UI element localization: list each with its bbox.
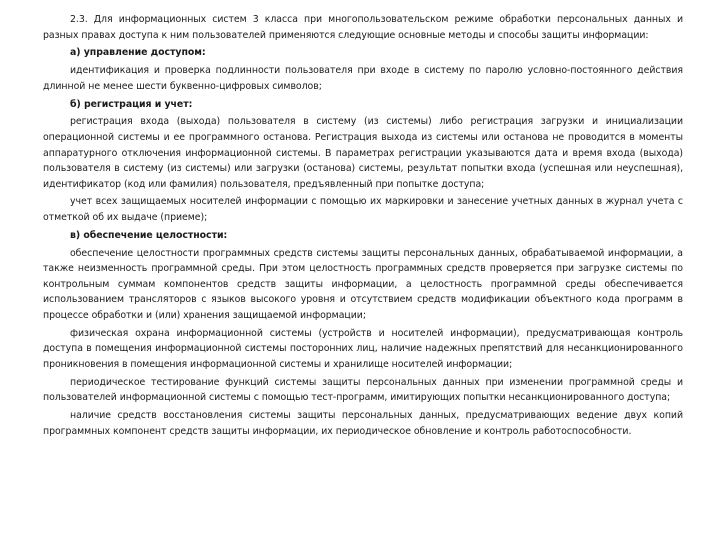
document-page — [43, 12, 683, 442]
body-paragraph-recovery-tools: наличие средств восстановления системы защиты персональных данных, предусматривающих ведение двух копий программных компонент средств защиты информации, их периодическое обновление и контроль работоспособности. — [43, 410, 683, 437]
body-paragraph-physical-protection: физическая охрана информационной системы (устройств и носителей информации), предусматривающая контроль доступа в помещения информационной системы посторонних лиц, наличие надежных препятствий для несанкционированного проникновения в помещения информационной системы и хранилище носителей информации; — [43, 327, 683, 370]
section-heading-integrity: в) обеспечение целостности: — [70, 229, 228, 241]
body-paragraph-periodic-testing: периодическое тестирование функций системы защиты персональных данных при изменении программной среды и пользователей информационной системы с помощью тест-программ, имитирующих попытки несанкционированного доступа; — [43, 376, 683, 404]
section-heading-registration: б) регистрация и учет: — [70, 98, 193, 110]
section-heading-access-control: а) управление доступом: — [70, 47, 206, 59]
body-paragraph-identification: идентификация и проверка подлинности пользователя при входе в систему по паролю условно-постоянного действия длинной не менее шести буквенно-цифровых символов; — [43, 65, 683, 92]
body-paragraph-media-accounting: учет всех защищаемых носителей информации с помощью их маркировки и занесение учетных данных в журнал учета с отметкой об их выдаче (приеме); — [43, 196, 683, 224]
intro-paragraph: 2.3. Для информационных систем 3 класса при многопользовательском режиме обработки персональных данных и разных правах доступа к ним пользователей применяются следующие основные методы и способы защиты информации: — [43, 14, 683, 41]
body-paragraph-software-integrity: обеспечение целостности программных средств системы защиты персональных данных, обрабатываемой информации, а также неизменность программной среды. При этом целостность программных средств проверяется при загрузке системы по контрольным суммам компонентов средств защиты информации, а целостность программной среды обеспечивается использованием трансляторов с языков высокого уровня и отсутствием средств модификации объектного кода программ в процессе обработки и (или) хранения защищаемой информации; — [43, 247, 683, 321]
body-paragraph-login-registration: регистрация входа (выхода) пользователя в систему (из системы) либо регистрация загрузки и инициализации операционной системы и ее программного останова. Регистрация выхода из системы или останова не проводится в моменты аппаратурного отключения информационной системы. В параметрах регистрации указываются дата и время входа (выхода) пользователя в систему (из системы) или загрузки (останова) системы, результат попытки входа (успешная или неуспешная), идентификатор (код или фамилия) пользователя, предъявленный при попытке доступа; — [43, 116, 683, 190]
